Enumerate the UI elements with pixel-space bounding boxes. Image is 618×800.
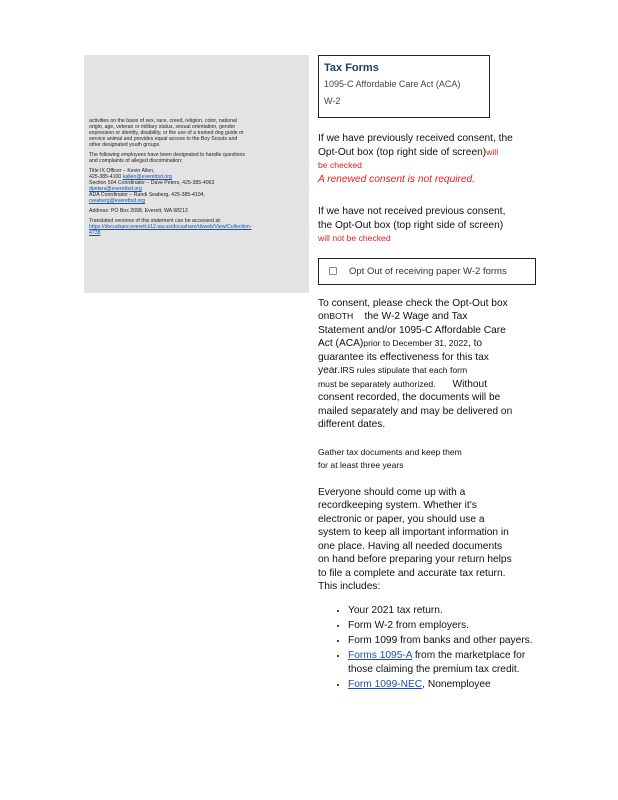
- contact-email-link[interactable]: dpeters@everettsd.org: [89, 186, 142, 192]
- tax-forms-title: Tax Forms: [324, 62, 379, 74]
- paragraph-text: If we have not received previous consent,: [318, 206, 506, 217]
- statement-line: other designated youth groups.: [89, 142, 161, 148]
- paragraph-text: electronic or paper, you should use a: [318, 513, 485, 525]
- paragraph-text: Opt-Out box (top right side of screen): [318, 146, 487, 158]
- paragraph-text: to file a complete and accurate tax return.: [318, 567, 506, 579]
- emphasis-text: BOTH: [329, 311, 354, 321]
- paragraph-text: one place. Having all needed documents: [318, 540, 503, 552]
- contact-phone: 425-385-4100: [89, 174, 122, 180]
- list-item: • Form W-2 from employers.: [348, 619, 536, 633]
- tax-form-item: W-2: [324, 96, 341, 106]
- tax-form-item: 1095-C Affordable Care Act (ACA): [324, 79, 461, 89]
- no-consent-paragraph: [318, 205, 536, 246]
- recordkeeping-paragraph: [318, 486, 536, 594]
- gather-line: for at least three years: [318, 459, 404, 470]
- previous-consent-paragraph: [318, 132, 536, 186]
- statement-panel: [84, 55, 309, 293]
- paragraph-text: on hand before preparing your return helps: [318, 554, 512, 565]
- irs-rule-text: must be separately authorized.: [318, 378, 436, 389]
- paragraph-text: mailed separately and may be delivered on: [318, 405, 513, 417]
- employees-intro: and complaints of alleged discrimination:: [89, 158, 183, 164]
- paragraph-text: To consent, please check the Opt-Out box: [318, 297, 508, 309]
- translated-note: Translated versions of this statement can be accessed at:: [89, 218, 222, 224]
- contact-name: Title IX Officer – Kevin Allen,: [89, 168, 155, 174]
- paragraph-text: consent recorded, the documents will be: [318, 392, 501, 403]
- opt-out-control[interactable]: [318, 258, 536, 285]
- form-1099nec-link[interactable]: Form 1099-NEC: [348, 678, 423, 690]
- tax-forms-box: [318, 55, 490, 118]
- contact-role: ADA Coordinator – Randi Seaberg, 425-385-4104,: [89, 192, 205, 198]
- paragraph-text: guarantee its effectiveness for this tax: [318, 351, 489, 363]
- red-note: will not be checked: [318, 233, 391, 243]
- opt-out-label: Opt Out of receiving paper W-2 forms: [349, 265, 507, 277]
- paragraph-text: on: [318, 311, 330, 322]
- paragraph-text: Act (ACA): [318, 338, 364, 349]
- paragraph-text: the Opt-Out box (top right side of screen): [318, 219, 504, 231]
- statement-line: origin, age, veteran or military status, sexual orientation, gender: [89, 124, 236, 130]
- paragraph-text: Statement and/or 1095-C Affordable Care: [318, 324, 506, 336]
- employees-intro: The following employees have been designated to handle questions: [89, 152, 246, 158]
- paragraph-text: system to keep all important information in: [318, 527, 509, 538]
- list-item-text: , Nonemployee: [422, 678, 491, 690]
- forms-1095a-link[interactable]: Forms 1095-A: [348, 649, 412, 661]
- renewal-note: A renewed consent is not required.: [318, 173, 476, 185]
- translated-url-link-cont[interactable]: 4738: [89, 230, 101, 236]
- paragraph-text: different dates.: [318, 419, 386, 430]
- contact-email-link[interactable]: rseaberg@everettsd.org: [89, 198, 146, 204]
- list-item: • Your 2021 tax return.: [348, 604, 536, 618]
- contact-role: Section 504 Coordinator – Dave Peters, 425-385-4063: [89, 180, 215, 186]
- red-note: will: [486, 146, 499, 157]
- list-item: [348, 649, 536, 677]
- documents-list: [318, 604, 536, 692]
- nondiscrimination-statement: [89, 118, 301, 236]
- paragraph-text: year.: [318, 365, 341, 376]
- red-note: be checked: [318, 160, 362, 170]
- paragraph-text: If we have previously received consent, the: [318, 133, 513, 144]
- right-column: [318, 55, 536, 693]
- paragraph-text: Without: [452, 378, 488, 390]
- list-item: [348, 678, 536, 692]
- paragraph-text: This includes:: [318, 581, 381, 592]
- gather-documents-heading: [318, 446, 536, 472]
- irs-rule-text: IRS rules stipulate that each form: [340, 365, 468, 375]
- paragraph-text: , to: [467, 338, 483, 349]
- list-item-text: from the marketplace for those claiming the premium tax credit.: [348, 649, 526, 675]
- statement-line: expression or identity, disability, or the use of a trained dog guide or: [89, 130, 244, 136]
- statement-line: activities on the basis of sex, race, creed, religion, color, national: [89, 118, 237, 124]
- address: Address: PO Box 2098, Everett, WA 98213: [89, 208, 188, 214]
- paragraph-text: recordkeeping system. Whether it's: [318, 500, 477, 511]
- list-item: • Form 1099 from banks and other payers.: [348, 634, 536, 648]
- contact-email-link[interactable]: kallen@everettsd.org: [122, 174, 172, 180]
- consent-instructions: [318, 297, 536, 432]
- paragraph-text: Everyone should come up with a: [318, 486, 466, 498]
- translated-url-link[interactable]: https://docushare.everett.k12.wa.us/docushare/dsweb/View/Collection-: [89, 224, 252, 230]
- paragraph-text: the W-2 Wage and Tax: [364, 311, 468, 322]
- statement-line: service animal and provides equal access to the Boy Scouts and: [89, 136, 238, 142]
- deadline-text: prior to December 31, 2022: [363, 338, 468, 348]
- gather-line: Gather tax documents and keep them: [318, 446, 462, 457]
- opt-out-checkbox[interactable]: [329, 267, 337, 275]
